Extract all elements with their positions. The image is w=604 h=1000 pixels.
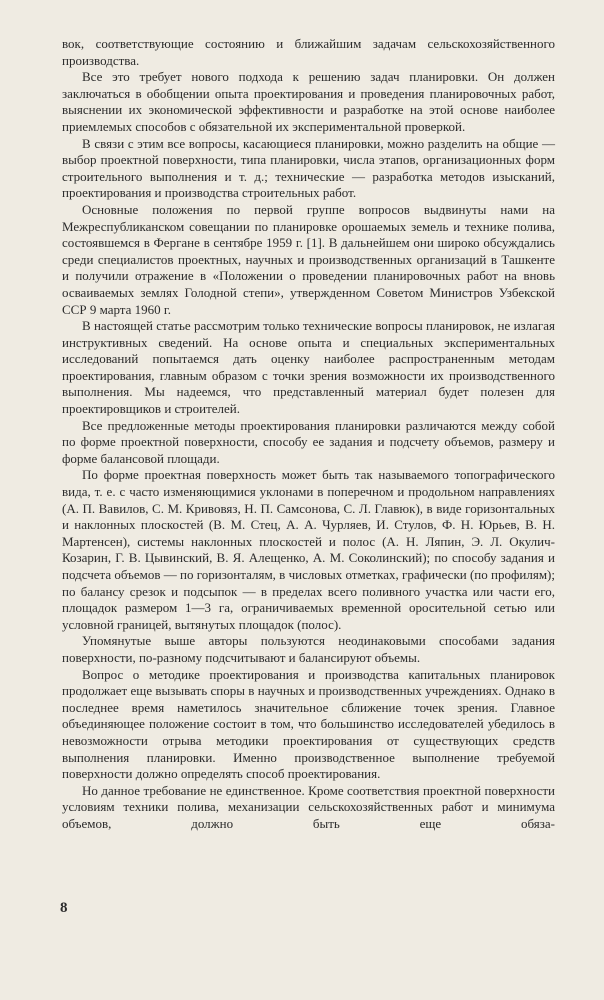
paragraph-6: Все предложенные методы проектирования планировки различаются между собой по форме проектной поверхности, способу ее задания и подсчету объемов, размеру и форме балансовой площади.: [62, 417, 555, 466]
paragraph-3: В связи с этим все вопросы, касающиеся планировки, можно разделить на общие — выбор проектной поверхности, типа планировки, числа этапов, организационных форм строительного выполнения и т. д.; технические — разработка методов изысканий, проектирования и производства строительных работ.: [62, 135, 555, 201]
paragraph-1: вок, соответствующие состоянию и ближайшим задачам сельскохозяйственного производства.: [62, 36, 555, 68]
page-number: 8: [60, 900, 68, 916]
paragraph-7: По форме проектная поверхность может быть так называемого топографического вида, т. е. с часто изменяющимися уклонами в поперечном и продольном направлениях (А. П. Вавилов, С. М. Кривовяз, Н. П. Самсонова, С. Л. Главюк), в виде горизонтальных и наклонных плоскостей (В. М. Стец, А. А. Чурляев, И. Стулов, Ф. Н. Юрьев, В. Н. Мартенсен), системы наклонных плоскостей и полос (А. Н. Ляпин, Э. Л. Окулич-Козарин, Г. В. Цывинский, В. Я. Алещенко, А. М. Соколинский); по способу задания и подсчета объемов — по горизонталям, в числовых отметках, графически (по профилям); по балансу срезок и подсыпок — в пределах всего поливного участка или части его, площадок размером 1—3 га, ограничиваемых временной оросительной сетью или условной границей, вытянутых площадок (полос).: [62, 467, 555, 632]
paragraph-10: Но данное требование не единственное. Кроме соответствия проектной поверхности условиям техники полива, механизации сельскохозяйственных работ и минимума объемов, должно быть еще обяза-: [62, 782, 555, 831]
paragraph-5: В настоящей статье рассмотрим только технические вопросы планировок, не излагая инструктивных сведений. На основе опыта и специальных экспериментальных исследований попытаемся дать оценку наиболее распространенным методам проектирования, главным образом с точки зрения возможности их производственного выполнения. Мы надеемся, что представленный материал будет полезен для проектировщиков и строителей.: [62, 318, 555, 417]
paragraph-9: Вопрос о методике проектирования и производства капитальных планировок продолжает еще вызывать споры в научных и производственных учреждениях. Однако в последнее время наметилось значительное сближение точек зрения. Главное объединяющее положение состоит в том, что большинство исследователей убедилось в невозможности отрыва методики проектирования от существующих средств выполнения планировки. Именно производственное выполнение требуемой поверхности должно определять способ проектирования.: [62, 666, 555, 782]
paragraph-2: Все это требует нового подхода к решению задач планировки. Он должен заключаться в обобщении опыта проектирования и проведения планировочных работ, выяснении их экономической эффективности и разработке на этой основе наиболее приемлемых способов с обязательной их экспериментальной проверкой.: [62, 69, 555, 134]
paragraph-4: Основные положения по первой группе вопросов выдвинуты нами на Межреспубликанском совещании по планировке орошаемых земель и технике полива, состоявшемся в Фергане в сентябре 1959 г. [1]. В дальнейшем они широко обсуждались среди специалистов проектных, научных и производственных организаций в Ташкенте и получили отражение в «Положении о проведении планировочных работ на вновь осваиваемых землях Голодной степи», утвержденном Советом Министров Узбекской ССР 9 марта 1960 г.: [62, 201, 555, 317]
page-text: [62, 36, 555, 833]
paragraph-8: Упомянутые выше авторы пользуются неодинаковыми способами задания поверхности, по-разному подсчитывают и балансируют объемы.: [62, 633, 555, 665]
